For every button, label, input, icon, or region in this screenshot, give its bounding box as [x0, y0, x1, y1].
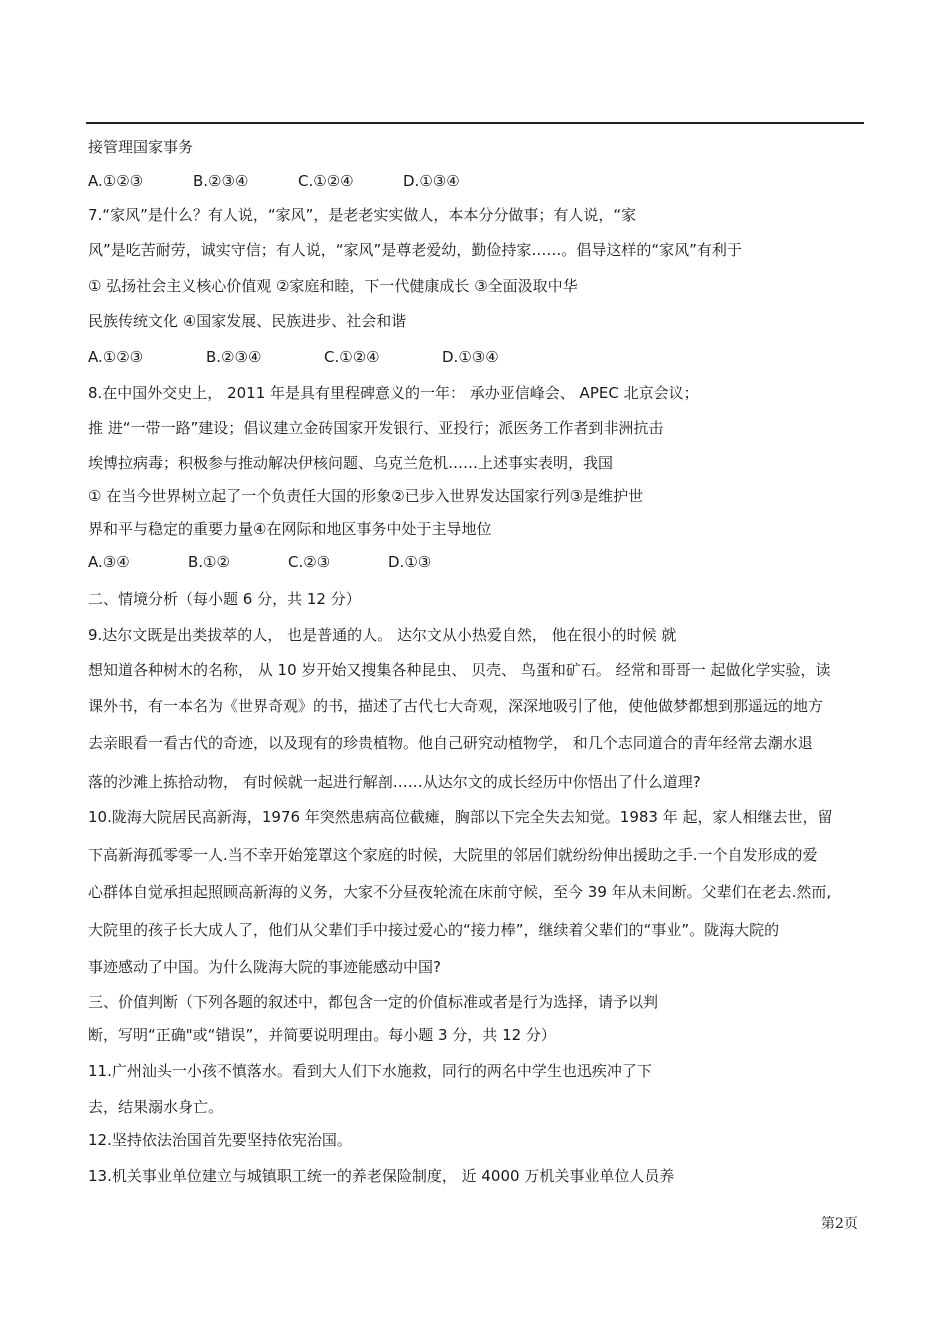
q7-option-c: C.①②④ — [324, 348, 380, 366]
q9-text: 落的沙滩上拣拾动物， 有时候就一起进行解剖……从达尔文的成长经历中你悟出了什么道理? — [88, 773, 701, 791]
q6-option-a: A.①②③ — [88, 172, 144, 190]
section-heading-3: 断，写明“正确"或“错误”，并简要说明理由。每小题 3 分，共 12 分） — [88, 1026, 556, 1044]
q8-option-a: A.③④ — [88, 553, 130, 571]
q8-option-c: C.②③ — [288, 553, 331, 571]
q9-text: 9.达尔文既是出类拔萃的人， 也是普通的人。 达尔文从小热爱自然， 他在很小的时候 就 — [88, 626, 677, 644]
q8-options — [88, 552, 488, 572]
text-line: 接管理国家事务 — [88, 138, 194, 156]
q11-text: 11.广州汕头一小孩不慎落水。看到大人们下水施救，同行的两名中学生也迅疾冲了下 — [88, 1062, 652, 1080]
q8-text: 8.在中国外交史上， 2011 年是具有里程碑意义的一年： 承办亚信峰会、 APEC 北京会议； — [88, 384, 699, 402]
q6-options — [88, 171, 508, 191]
q13-text: 13.机关事业单位建立与城镇职工统一的养老保险制度， 近 4000 万机关事业单位人员养 — [88, 1167, 675, 1185]
q10-text: 心群体自觉承担起照顾高新海的义务，大家不分昼夜轮流在床前守候，至今 39 年从未间断。父辈们在老去.然而, — [88, 883, 832, 901]
q9-text: 想知道各种树木的名称， 从 10 岁开始又搜集各种昆虫、 贝壳、 鸟蛋和矿石。 经常和哥哥一 起做化学实验，读 — [88, 661, 831, 679]
q7-option-a: A.①②③ — [88, 348, 144, 366]
q7-options — [88, 347, 560, 367]
q11-text: 去，结果溺水身亡。 — [88, 1098, 224, 1116]
q10-text: 大院里的孩子长大成人了，他们从父辈们手中接过爱心的“接力棒”，继续着父辈们的“事业”。陇海大院的 — [88, 921, 780, 939]
q8-text: 埃博拉病毒；积极参与推动解决伊核问题、乌克兰危机……上述事实表明，我国 — [88, 454, 614, 472]
q7-text: ① 弘扬社会主义核心价值观 ②家庭和睦，下一代健康成长 ③全面汲取中华 — [88, 277, 578, 295]
section-heading-2: 二、情境分析（每小题 6 分，共 12 分） — [88, 590, 361, 608]
q6-option-d: D.①③④ — [403, 172, 460, 190]
q7-option-d: D.①③④ — [442, 348, 499, 366]
q7-text: 民族传统文化 ④国家发展、民族进步、社会和谐 — [88, 312, 407, 330]
q9-text: 课外书，有一本名为《世界奇观》的书，描述了古代七大奇观，深深地吸引了他，使他做梦都想到那遥远的地方 — [88, 697, 824, 715]
q7-option-b: B.②③④ — [206, 348, 262, 366]
q8-option-d: D.①③ — [388, 553, 432, 571]
q8-text: ① 在当今世界树立起了一个负责任大国的形象②已步入世界发达国家行列③是维护世 — [88, 487, 644, 505]
q7-text: 7.“家风”是什么？有人说，“家风”，是老老实实做人，本本分分做事；有人说，“家 — [88, 206, 637, 224]
q6-option-c: C.①②④ — [298, 172, 354, 190]
q10-text: 10.陇海大院居民高新海，1976 年突然患病高位截瘫，胸部以下完全失去知觉。1983 年 起，家人相继去世，留 — [88, 808, 833, 826]
q8-option-b: B.①② — [188, 553, 230, 571]
q8-text: 推 进“一带一路”建设；倡议建立金砖国家开发银行、亚投行；派医务工作者到非洲抗击 — [88, 419, 664, 437]
q7-text: 风”是吃苦耐劳，诚实守信；有人说，“家风”是尊老爱幼，勤俭持家……。倡导这样的“家风”有利于 — [88, 241, 742, 259]
header-rule — [86, 122, 864, 124]
q9-text: 去亲眼看一看古代的奇迹，以及现有的珍贵植物。他自己研究动植物学， 和几个志同道合的青年经常去潮水退 — [88, 734, 813, 752]
q8-text: 界和平与稳定的重要力量④在网际和地区事务中处于主导地位 — [88, 520, 492, 538]
page-number: 第2页 — [821, 1216, 858, 1232]
q6-option-b: B.②③④ — [193, 172, 249, 190]
q12-text: 12.坚持依法治国首先要坚持依宪治国。 — [88, 1131, 352, 1149]
q10-text: 下高新海孤零零一人.当不幸开始笼罩这个家庭的时候，大院里的邻居们就纷纷伸出援助之手.一个自发形成的爱 — [88, 846, 818, 864]
q10-text: 事迹感动了中国。为什么陇海大院的事迹能感动中国? — [88, 958, 441, 976]
section-heading-3: 三、价值判断（下列各题的叙述中，都包含一定的价值标准或者是行为选择，请予以判 — [88, 993, 659, 1011]
